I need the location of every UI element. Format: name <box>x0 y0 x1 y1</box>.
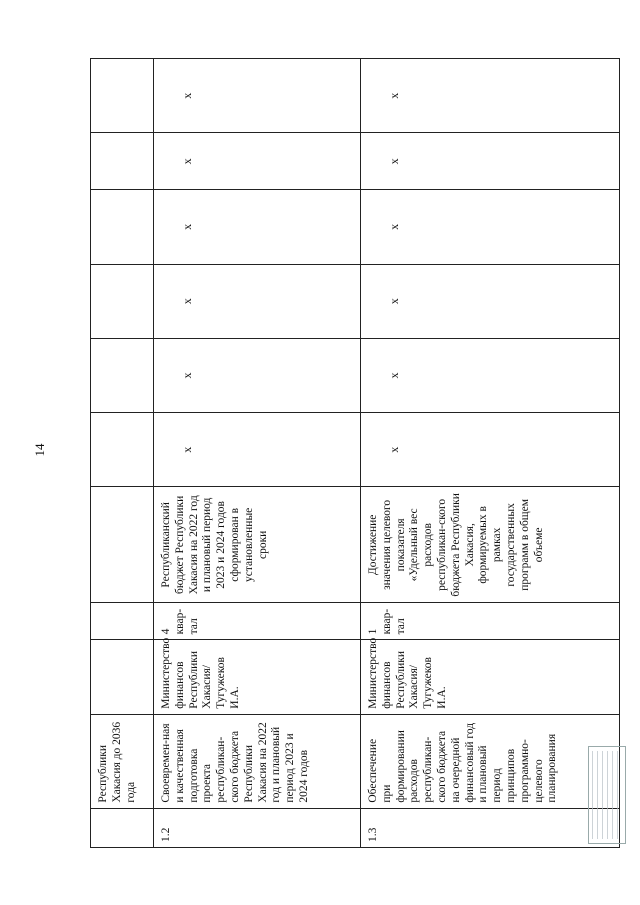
deadline-cell: 1 квар-тал <box>360 603 619 640</box>
cell-empty <box>91 487 154 603</box>
mark-cell: х <box>360 338 619 412</box>
table-row <box>154 59 361 848</box>
cell-empty <box>91 59 154 133</box>
cell-empty <box>91 190 154 264</box>
signature-stamp <box>588 746 626 844</box>
mark-cell: х <box>154 59 361 133</box>
mark-cell: х <box>360 59 619 133</box>
mark-cell: х <box>360 413 619 487</box>
row-number: 1.3 <box>360 808 619 847</box>
mark-cell: х <box>360 264 619 338</box>
goal-cell: Республики Хакасия до 2036 года <box>91 714 154 808</box>
cell-empty <box>91 338 154 412</box>
result-cell: Республиканский бюджет Республики Хакасия на 2022 год и плановый период 2023 и 2024 годов сформирован в установленные сроки <box>154 487 361 603</box>
page-number: 14 <box>32 443 47 457</box>
table-wrapper <box>90 58 620 848</box>
mark-cell: х <box>360 190 619 264</box>
cell-empty <box>91 133 154 190</box>
plan-table <box>90 58 620 848</box>
responsible-cell: Министерство финансов Республики Хакасия/ Тугужеков И.А. <box>154 640 361 714</box>
result-cell: Достижение значения целевого показателя «Удельный вес расходов республикан-ского бюджета Республики Хакасия, формируемых в рамках государственных программ в общем объеме <box>360 487 619 603</box>
cell-empty <box>91 808 154 847</box>
table-row <box>360 59 619 848</box>
mark-cell: х <box>154 133 361 190</box>
stamp-lines <box>592 751 622 839</box>
mark-cell: х <box>154 264 361 338</box>
deadline-cell: 4 квар-тал <box>154 603 361 640</box>
measure-cell: Обеспечение при формировании расходов республикан-ского бюджета на очередной финансовый год и плановый период принципов программно-целевого планирования <box>360 714 619 808</box>
measure-cell: Своевремен-ная и качественная подготовка проекта республикан-ского бюджета Республики Хакасия на 2022 год и плановый период 2023 и 2024 годов <box>154 714 361 808</box>
cell-empty <box>91 264 154 338</box>
row-number: 1.2 <box>154 808 361 847</box>
cell-empty <box>91 413 154 487</box>
mark-cell: х <box>154 413 361 487</box>
responsible-cell: Министерство финансов Республики Хакасия/ Тугужеков И.А. <box>360 640 619 714</box>
cell-empty <box>91 603 154 640</box>
mark-cell: х <box>154 190 361 264</box>
mark-cell: х <box>154 338 361 412</box>
rotated-table-area <box>90 58 620 848</box>
mark-cell: х <box>360 133 619 190</box>
table-row <box>91 59 154 848</box>
cell-empty <box>91 640 154 714</box>
